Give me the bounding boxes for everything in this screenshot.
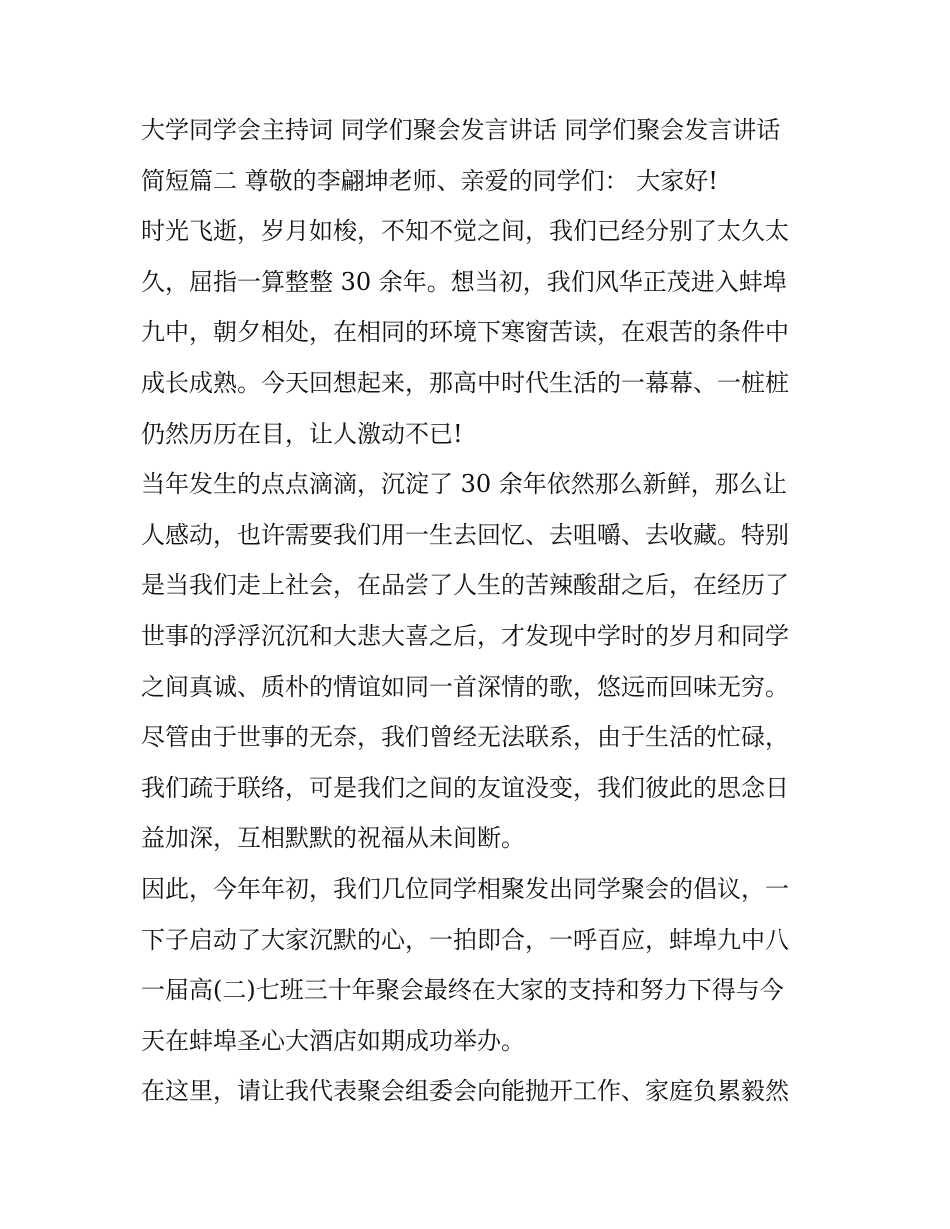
text-line: 简短篇二 尊敬的李翩坤老师、亲爱的同学们： 大家好! [141, 166, 718, 195]
text-line: 在这里，请让我代表聚会组委会向能抛开工作、家庭负累毅然 [141, 1077, 789, 1106]
text-line: 一届高(二)七班三十年聚会最终在大家的支持和努力下得与今 [141, 976, 784, 1005]
text-line: 成长成熟。今天回想起来，那高中时代生活的一幕幕、一桩桩 [141, 368, 789, 397]
text-line: 世事的浮浮沉沉和大悲大喜之后，才发现中学时的岁月和同学 [141, 621, 789, 650]
text-line: 下子启动了大家沉默的心，一拍即合，一呼百应，蚌埠九中八 [141, 925, 789, 954]
text-line: 是当我们走上社会，在品尝了人生的苦辣酸甜之后，在经历了 [141, 571, 789, 600]
text-line: 九中，朝夕相处，在相同的环境下寒窗苦读，在艰苦的条件中 [141, 318, 789, 347]
text-line: 我们疏于联络，可是我们之间的友谊没变，我们彼此的思念日 [141, 773, 789, 802]
text-line: 益加深，互相默默的祝福从未间断。 [141, 824, 525, 853]
speech-text [141, 105, 821, 1117]
text-line: 大学同学会主持词 同学们聚会发言讲话 同学们聚会发言讲话 [141, 116, 781, 144]
text-line: 尽管由于世事的无奈，我们曾经无法联系，由于生活的忙碌， [141, 723, 789, 752]
text-line: 仍然历历在目，让人激动不已! [141, 419, 463, 448]
text-line: 人感动，也许需要我们用一生去回忆、去咀嚼、去收藏。特别 [141, 520, 789, 549]
text-line: 当年发生的点点滴滴，沉淀了 30 余年依然那么新鲜，那么让 [141, 470, 787, 499]
text-line: 久，屈指一算整整 30 余年。想当初，我们风华正茂进入蚌埠 [141, 267, 787, 296]
text-line: 天在蚌埠圣心大酒店如期成功举办。 [141, 1026, 525, 1055]
text-line: 之间真诚、质朴的情谊如同一首深情的歌，悠远而回味无穷。 [141, 672, 789, 701]
text-line: 时光飞逝，岁月如梭，不知不觉之间，我们已经分别了太久太 [141, 217, 789, 246]
text-line: 因此，今年年初，我们几位同学相聚发出同学聚会的倡议，一 [141, 874, 789, 903]
